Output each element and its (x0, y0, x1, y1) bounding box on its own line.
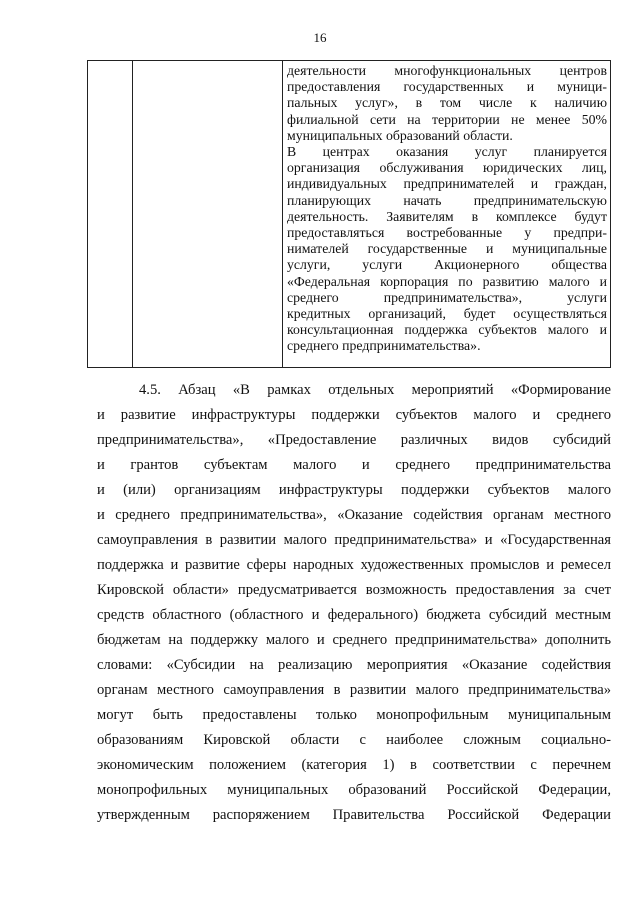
paragraph-line: средств областного (областного и федерального) бюджета субсидий местным (97, 607, 611, 623)
table-fragment (87, 60, 611, 368)
paragraph-line: поддержка и развитие сферы народных художественных промыслов и ремесел (97, 557, 611, 573)
table-cell-line: организация обслуживания юридических лиц, (287, 160, 607, 176)
body-paragraph (97, 378, 611, 828)
paragraph-line: и (или) организациям инфраструктуры поддержки субъектов малого (97, 482, 611, 498)
paragraph-line: словами: «Субсидии на реализацию мероприятия «Оказание содействия (97, 657, 611, 673)
column-divider (132, 61, 133, 367)
table-cell-line: пальных услуг», в том числе к наличию (287, 95, 607, 111)
table-cell-line: «Федеральная корпорация по развитию малого и (287, 273, 607, 289)
table-cell-line: муниципальных образований области. (287, 127, 513, 143)
table-cell-line: деятельность. Заявителям в комплексе будут (287, 208, 607, 224)
paragraph-line: бюджетам на поддержку малого и среднего предпринимательства» дополнить (97, 632, 611, 648)
page-number: 16 (313, 30, 327, 45)
table-cell-line: предоставления государственных и муници- (287, 79, 607, 95)
paragraph-line: и грантов субъектам малого и среднего предпринимательства (97, 457, 611, 473)
paragraph-line: могут быть предоставлены только монопрофильным муниципальным (97, 707, 611, 723)
table-cell-line: В центрах оказания услуг планируется (287, 144, 607, 160)
table-cell-line: предоставляться востребованные у предпри- (287, 225, 607, 241)
paragraph-line: Кировской области» предусматривается возможность предоставления за счет (97, 582, 611, 598)
table-cell-line: филиальной сети на территории не менее 50% (287, 111, 607, 127)
table-cell-line: услуги, услуги Акционерного общества (287, 257, 607, 273)
paragraph-line: образованиям Кировской области с наиболее сложным социально- (97, 732, 611, 748)
paragraph-line: утвержденным распоряжением Правительства Российской Федерации (97, 807, 611, 823)
paragraph-line: монопрофильных муниципальных образований Российской Федерации, (97, 782, 611, 798)
table-cell-line: планирующих начать предпринимательскую (287, 192, 607, 208)
paragraph-line: предпринимательства», «Предоставление различных видов субсидий (97, 432, 611, 448)
table-cell-line: нимателей государственные и муниципальные (287, 241, 607, 257)
table-cell-line: консультационная поддержка субъектов малого и (287, 322, 607, 338)
table-cell-line: среднего предпринимательства», услуги (287, 289, 607, 305)
paragraph-line: экономическим положением (категория 1) в соответствии с перечнем (97, 757, 611, 773)
table-cell-line: деятельности многофункциональных центров (287, 63, 607, 78)
table-cell-line: среднего предпринимательства». (287, 338, 481, 354)
table-cell-line: кредитных организаций, будет осуществляться (287, 306, 607, 322)
paragraph-line: органам местного самоуправления в развитии малого предпринимательства» (97, 682, 611, 698)
column-divider (282, 61, 283, 367)
paragraph-line: самоуправления в развитии малого предпринимательства» и «Государственная (97, 532, 611, 548)
table-cell-text (287, 63, 607, 355)
table-cell-line: индивидуальных предпринимателей и граждан, (287, 176, 607, 192)
paragraph-line: и среднего предпринимательства», «Оказание содействия органам местного (97, 507, 611, 523)
paragraph-line: 4.5. Абзац «В рамках отдельных мероприятий «Формирование (139, 382, 611, 398)
paragraph-line: и развитие инфраструктуры поддержки субъектов малого и среднего (97, 407, 611, 423)
